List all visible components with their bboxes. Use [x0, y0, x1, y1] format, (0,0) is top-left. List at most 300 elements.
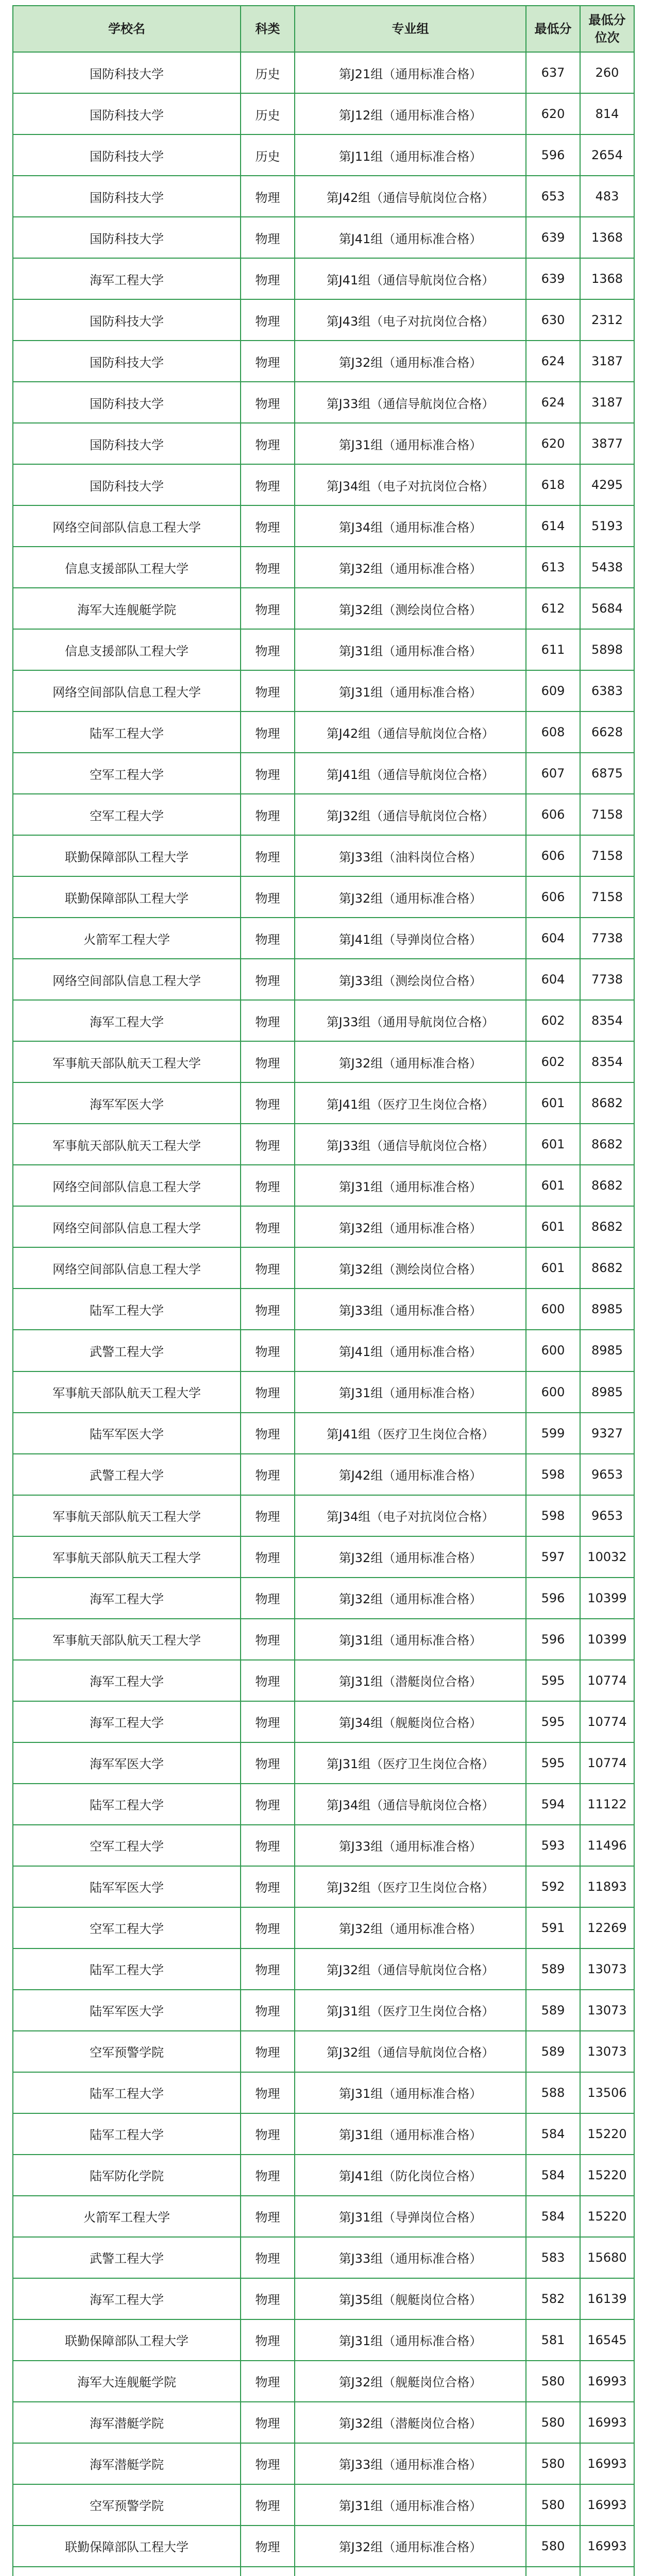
cell-major-group: 第J32组（通用标准合格） — [295, 1536, 526, 1578]
cell-min-rank: 16993 — [580, 2526, 634, 2567]
cell-min-score: 589 — [526, 1990, 580, 2031]
cell-major-group: 第J31组（通用标准合格） — [295, 2113, 526, 2155]
cell-min-score: 604 — [526, 959, 580, 1000]
cell-min-score: 609 — [526, 670, 580, 711]
cell-subject: 物理 — [241, 1866, 295, 1907]
cell-major-group: 第J33组（通信导航岗位合格） — [295, 1124, 526, 1165]
cell-min-score: 601 — [526, 1206, 580, 1247]
cell-min-score: 580 — [526, 2361, 580, 2402]
cell-min-rank: 13073 — [580, 2031, 634, 2072]
cell-subject: 物理 — [241, 2484, 295, 2526]
table-row — [13, 1990, 634, 2031]
cell-major-group: 第J32组（通信导航岗位合格） — [295, 2031, 526, 2072]
table-row — [13, 1660, 634, 1701]
table-row — [13, 134, 634, 176]
cell-min-score: 630 — [526, 299, 580, 341]
cell-major-group: 第J35组（舰艇岗位合格） — [295, 2278, 526, 2319]
cell-subject: 物理 — [241, 1124, 295, 1165]
cell-subject: 物理 — [241, 258, 295, 299]
cell-major-group: 第J32组（测绘岗位合格） — [295, 588, 526, 629]
cell-min-rank: 8985 — [580, 1289, 634, 1330]
cell-subject: 物理 — [241, 753, 295, 794]
cell-min-rank: 7738 — [580, 918, 634, 959]
cell-min-score: 580 — [526, 2484, 580, 2526]
cell-min-score: 581 — [526, 2319, 580, 2361]
table-row — [13, 464, 634, 505]
cell-min-score: 599 — [526, 1413, 580, 1454]
cell-major-group: 第J42组（通信导航岗位合格） — [295, 711, 526, 753]
cell-min-rank: 16993 — [580, 2443, 634, 2484]
cell-school: 海军工程大学 — [13, 2278, 241, 2319]
cell-major-group: 第J31组（通用标准合格） — [295, 629, 526, 670]
cell-min-score: 588 — [526, 2072, 580, 2113]
cell-min-score: 624 — [526, 382, 580, 423]
cell-min-rank: 8354 — [580, 1041, 634, 1082]
cell-min-rank: 6875 — [580, 753, 634, 794]
cell-min-score: 593 — [526, 1825, 580, 1866]
cell-school: 海军军医大学 — [13, 1742, 241, 1784]
cell-min-score: 580 — [526, 2526, 580, 2567]
cell-min-score: 618 — [526, 464, 580, 505]
cell-school: 空军工程大学 — [13, 753, 241, 794]
cell-min-score: 592 — [526, 1866, 580, 1907]
cell-subject: 物理 — [241, 1206, 295, 1247]
table-row — [13, 629, 634, 670]
cell-major-group: 第J31组（导弹岗位合格） — [295, 2196, 526, 2237]
cell-subject: 物理 — [241, 629, 295, 670]
table-row — [13, 299, 634, 341]
cell-min-score: 613 — [526, 547, 580, 588]
table-row — [13, 1619, 634, 1660]
cell-major-group: 第J41组（通信导航岗位合格） — [295, 753, 526, 794]
cell-min-rank: 5193 — [580, 505, 634, 547]
cell-min-rank: 16993 — [580, 2361, 634, 2402]
cell-school: 海军工程大学 — [13, 1578, 241, 1619]
cell-min-rank: 5898 — [580, 629, 634, 670]
table-row — [13, 1289, 634, 1330]
cell-subject: 物理 — [241, 876, 295, 918]
cell-school: 陆军工程大学 — [13, 1289, 241, 1330]
cell-min-rank: 9653 — [580, 1454, 634, 1495]
cell-school: 军事航天部队航天工程大学 — [13, 1124, 241, 1165]
cell-subject: 物理 — [241, 1536, 295, 1578]
cell-subject: 物理 — [241, 2237, 295, 2278]
cell-min-score: 611 — [526, 629, 580, 670]
cell-min-score: 614 — [526, 505, 580, 547]
cell-min-score: 580 — [526, 2443, 580, 2484]
table-row — [13, 2278, 634, 2319]
cell-school: 国防科技大学 — [13, 176, 241, 217]
cell-min-score: 639 — [526, 217, 580, 258]
table-row — [13, 176, 634, 217]
cell-major-group: 第J41组（医疗卫生岗位合格） — [295, 1082, 526, 1124]
cell-major-group: 第J31组（通用标准合格） — [295, 2319, 526, 2361]
cell-school: 军事航天部队航天工程大学 — [13, 1495, 241, 1536]
cell-min-rank: 814 — [580, 93, 634, 134]
cell-subject: 物理 — [241, 2361, 295, 2402]
cell-min-rank: 10032 — [580, 1536, 634, 1578]
cell-subject: 物理 — [241, 299, 295, 341]
cell-min-rank: 2654 — [580, 134, 634, 176]
cell-subject: 物理 — [241, 505, 295, 547]
cell-school: 陆军军医大学 — [13, 1413, 241, 1454]
cell-min-score: 601 — [526, 1247, 580, 1289]
cell-school: 网络空间部队信息工程大学 — [13, 1247, 241, 1289]
cell-subject: 物理 — [241, 2319, 295, 2361]
cell-major-group: 第J32组（潜艇岗位合格） — [295, 2402, 526, 2443]
cell-min-score: 639 — [526, 258, 580, 299]
cell-subject: 物理 — [241, 1495, 295, 1536]
cell-major-group: 第J43组（电子对抗岗位合格） — [295, 299, 526, 341]
cell-school: 联勤保障部队工程大学 — [13, 835, 241, 876]
cell-min-score: 596 — [526, 1578, 580, 1619]
cell-major-group: 第J32组（通用标准合格） — [295, 1041, 526, 1082]
table-row — [13, 1247, 634, 1289]
cell-school: 武警工程大学 — [13, 2237, 241, 2278]
cell-school: 网络空间部队信息工程大学 — [13, 959, 241, 1000]
table-row — [13, 93, 634, 134]
cell-major-group: 第J31组（医疗卫生岗位合格） — [295, 1990, 526, 2031]
cell-min-score: 601 — [526, 1082, 580, 1124]
table-row — [13, 918, 634, 959]
cell-min-score: 608 — [526, 711, 580, 753]
cell-major-group: 第J34组（电子对抗岗位合格） — [295, 1495, 526, 1536]
cell-major-group: 第J31组（通用标准合格） — [295, 2484, 526, 2526]
cell-school: 陆军工程大学 — [13, 2072, 241, 2113]
cell-school: 海军工程大学 — [13, 1000, 241, 1041]
cell-min-score: 604 — [526, 918, 580, 959]
cell-min-rank: 13506 — [580, 2072, 634, 2113]
cell-min-rank: 16993 — [580, 2484, 634, 2526]
cell-min-rank: 13073 — [580, 1948, 634, 1990]
cell-min-score — [526, 2567, 580, 2576]
cell-min-rank: 16139 — [580, 2278, 634, 2319]
cell-subject: 物理 — [241, 1948, 295, 1990]
cell-min-score: 620 — [526, 423, 580, 464]
cell-min-rank: 6383 — [580, 670, 634, 711]
cell-min-rank: 5684 — [580, 588, 634, 629]
table-row — [13, 2361, 634, 2402]
cell-school: 空军工程大学 — [13, 1825, 241, 1866]
cell-subject: 物理 — [241, 464, 295, 505]
cell-min-rank: 8682 — [580, 1124, 634, 1165]
cell-major-group: 第J12组（通用标准合格） — [295, 93, 526, 134]
cell-major-group: 第J41组（通用标准合格） — [295, 217, 526, 258]
admission-score-table — [12, 5, 635, 2576]
table-row — [13, 2237, 634, 2278]
cell-subject: 物理 — [241, 2113, 295, 2155]
table-row — [13, 1413, 634, 1454]
cell-min-score: 637 — [526, 52, 580, 93]
cell-major-group: 第J32组（舰艇岗位合格） — [295, 2361, 526, 2402]
cell-min-rank: 13073 — [580, 1990, 634, 2031]
cell-major-group: 第J31组（通用标准合格） — [295, 423, 526, 464]
cell-major-group: 第J41组（医疗卫生岗位合格） — [295, 1413, 526, 1454]
cell-school: 陆军工程大学 — [13, 711, 241, 753]
cell-subject: 物理 — [241, 1041, 295, 1082]
cell-min-rank: 15680 — [580, 2237, 634, 2278]
cell-major-group: 第J41组（导弹岗位合格） — [295, 918, 526, 959]
cell-major-group: 第J31组（通用标准合格） — [295, 670, 526, 711]
cell-min-rank: 9653 — [580, 1495, 634, 1536]
cell-min-score: 600 — [526, 1371, 580, 1413]
cell-subject: 物理 — [241, 176, 295, 217]
cell-subject: 物理 — [241, 1330, 295, 1371]
cell-min-score: 584 — [526, 2155, 580, 2196]
cell-major-group: 第J31组（医疗卫生岗位合格） — [295, 1742, 526, 1784]
cell-min-score: 595 — [526, 1701, 580, 1742]
cell-min-score: 600 — [526, 1289, 580, 1330]
cell-school: 陆军工程大学 — [13, 1948, 241, 1990]
cell-subject: 物理 — [241, 341, 295, 382]
cell-major-group: 第J32组（通信导航岗位合格） — [295, 1948, 526, 1990]
cell-subject: 物理 — [241, 1289, 295, 1330]
table-header-row — [13, 6, 634, 52]
cell-school: 空军工程大学 — [13, 1907, 241, 1948]
cell-school: 网络空间部队信息工程大学 — [13, 505, 241, 547]
cell-subject: 物理 — [241, 959, 295, 1000]
cell-min-rank: 1368 — [580, 258, 634, 299]
table-row — [13, 1948, 634, 1990]
cell-school: 国防科技大学 — [13, 134, 241, 176]
cell-school: 联勤保障部队工程大学 — [13, 876, 241, 918]
cell-subject: 物理 — [241, 1825, 295, 1866]
cell-min-score: 589 — [526, 1948, 580, 1990]
cell-min-rank: 10399 — [580, 1578, 634, 1619]
cell-subject: 物理 — [241, 1371, 295, 1413]
cell-subject: 物理 — [241, 1165, 295, 1206]
table-row — [13, 2484, 634, 2526]
cell-major-group: 第J34组（通信导航岗位合格） — [295, 1784, 526, 1825]
cell-major-group: 第J32组（通用标准合格） — [295, 1578, 526, 1619]
cell-min-rank: 7738 — [580, 959, 634, 1000]
table-row — [13, 1907, 634, 1948]
cell-min-rank: 260 — [580, 52, 634, 93]
cell-subject: 物理 — [241, 2031, 295, 2072]
cell-min-score: 598 — [526, 1454, 580, 1495]
cell-min-score: 606 — [526, 835, 580, 876]
cell-min-rank: 10399 — [580, 1619, 634, 1660]
cell-school: 国防科技大学 — [13, 52, 241, 93]
table-row — [13, 1701, 634, 1742]
cell-min-rank: 8985 — [580, 1371, 634, 1413]
cell-min-score: 602 — [526, 1041, 580, 1082]
cell-subject: 物理 — [241, 2402, 295, 2443]
cell-school: 军事航天部队航天工程大学 — [13, 1536, 241, 1578]
cell-school: 海军潜艇学院 — [13, 2443, 241, 2484]
cell-subject: 物理 — [241, 2443, 295, 2484]
table-row — [13, 959, 634, 1000]
table-row — [13, 217, 634, 258]
cell-school: 信息支援部队工程大学 — [13, 629, 241, 670]
cell-major-group: 第J34组（舰艇岗位合格） — [295, 1701, 526, 1742]
cell-subject: 物理 — [241, 2278, 295, 2319]
table-row — [13, 1330, 634, 1371]
cell-major-group: 第J31组（通用标准合格） — [295, 2072, 526, 2113]
cell-subject: 物理 — [241, 2072, 295, 2113]
cell-min-rank: 8682 — [580, 1206, 634, 1247]
cell-min-rank: 10774 — [580, 1660, 634, 1701]
cell-min-score: 584 — [526, 2196, 580, 2237]
cell-min-score: 594 — [526, 1784, 580, 1825]
cell-min-rank: 10774 — [580, 1701, 634, 1742]
cell-major-group: 第J32组（测绘岗位合格） — [295, 1247, 526, 1289]
cell-min-rank: 7158 — [580, 835, 634, 876]
cell-subject: 历史 — [241, 93, 295, 134]
cell-subject: 历史 — [241, 134, 295, 176]
cell-major-group: 第J32组（通用标准合格） — [295, 2526, 526, 2567]
cell-school: 火箭军工程大学 — [13, 918, 241, 959]
cell-min-rank: 15220 — [580, 2155, 634, 2196]
cell-min-score: 620 — [526, 93, 580, 134]
cell-min-score: 589 — [526, 2031, 580, 2072]
table-row — [13, 1124, 634, 1165]
cell-major-group — [295, 2567, 526, 2576]
cell-school: 海军大连舰艇学院 — [13, 2361, 241, 2402]
cell-major-group: 第J42组（通信导航岗位合格） — [295, 176, 526, 217]
cell-school: 海军潜艇学院 — [13, 2402, 241, 2443]
cell-school: 国防科技大学 — [13, 341, 241, 382]
table-row — [13, 547, 634, 588]
table-row — [13, 2031, 634, 2072]
cell-major-group: 第J33组（油料岗位合格） — [295, 835, 526, 876]
cell-major-group: 第J32组（通信导航岗位合格） — [295, 794, 526, 835]
cell-min-score: 580 — [526, 2402, 580, 2443]
cell-min-score: 583 — [526, 2237, 580, 2278]
cell-min-rank: 3187 — [580, 341, 634, 382]
cell-subject: 物理 — [241, 711, 295, 753]
table-row — [13, 52, 634, 93]
cell-min-rank: 16545 — [580, 2319, 634, 2361]
cell-school: 海军工程大学 — [13, 1701, 241, 1742]
table-row — [13, 1041, 634, 1082]
cell-min-rank — [580, 2567, 634, 2576]
table-row — [13, 835, 634, 876]
cell-min-rank: 6628 — [580, 711, 634, 753]
cell-subject: 历史 — [241, 52, 295, 93]
cell-school — [13, 2567, 241, 2576]
table-row — [13, 1165, 634, 1206]
cell-subject: 物理 — [241, 2155, 295, 2196]
cell-min-score: 607 — [526, 753, 580, 794]
cell-min-rank: 7158 — [580, 794, 634, 835]
cell-major-group: 第J33组（通用标准合格） — [295, 1825, 526, 1866]
table-row — [13, 1082, 634, 1124]
cell-school: 国防科技大学 — [13, 382, 241, 423]
cell-min-rank: 12269 — [580, 1907, 634, 1948]
cell-min-rank: 8682 — [580, 1082, 634, 1124]
cell-major-group: 第J31组（潜艇岗位合格） — [295, 1660, 526, 1701]
cell-major-group: 第J31组（通用标准合格） — [295, 1619, 526, 1660]
cell-min-rank: 10774 — [580, 1742, 634, 1784]
cell-major-group: 第J31组（通用标准合格） — [295, 1371, 526, 1413]
table-row — [13, 711, 634, 753]
cell-min-rank: 2312 — [580, 299, 634, 341]
table-row — [13, 1536, 634, 1578]
table-row — [13, 1454, 634, 1495]
cell-subject: 物理 — [241, 918, 295, 959]
cell-min-score: 596 — [526, 134, 580, 176]
table-row — [13, 1495, 634, 1536]
cell-subject: 物理 — [241, 794, 295, 835]
cell-major-group: 第J31组（通用标准合格） — [295, 1165, 526, 1206]
table-row — [13, 2155, 634, 2196]
cell-school: 军事航天部队航天工程大学 — [13, 1041, 241, 1082]
cell-subject: 物理 — [241, 1082, 295, 1124]
cell-min-rank: 7158 — [580, 876, 634, 918]
cell-min-score: 595 — [526, 1660, 580, 1701]
cell-major-group: 第J32组（医疗卫生岗位合格） — [295, 1866, 526, 1907]
table-row — [13, 2443, 634, 2484]
cell-min-score: 600 — [526, 1330, 580, 1371]
cell-subject: 物理 — [241, 1413, 295, 1454]
cell-min-score: 606 — [526, 794, 580, 835]
table-row — [13, 1784, 634, 1825]
table-row — [13, 2402, 634, 2443]
cell-major-group: 第J33组（通用标准合格） — [295, 2443, 526, 2484]
table-row — [13, 876, 634, 918]
cell-subject: 物理 — [241, 1907, 295, 1948]
table-row — [13, 670, 634, 711]
cell-min-score: 601 — [526, 1165, 580, 1206]
cell-min-rank: 11496 — [580, 1825, 634, 1866]
table-row — [13, 2196, 634, 2237]
table-row — [13, 2072, 634, 2113]
header-school: 学校名 — [13, 6, 241, 52]
cell-school: 海军大连舰艇学院 — [13, 588, 241, 629]
cell-min-rank: 15220 — [580, 2113, 634, 2155]
cell-min-rank: 483 — [580, 176, 634, 217]
table-body — [13, 52, 634, 2576]
cell-min-score: 602 — [526, 1000, 580, 1041]
cell-major-group: 第J11组（通用标准合格） — [295, 134, 526, 176]
cell-school: 海军工程大学 — [13, 1660, 241, 1701]
cell-school: 陆军军医大学 — [13, 1990, 241, 2031]
cell-min-score: 596 — [526, 1619, 580, 1660]
cell-school: 武警工程大学 — [13, 1454, 241, 1495]
header-min-rank: 最低分位次 — [580, 6, 634, 52]
cell-subject — [241, 2567, 295, 2576]
cell-min-rank: 1368 — [580, 217, 634, 258]
cell-school: 海军工程大学 — [13, 258, 241, 299]
cell-min-score: 582 — [526, 2278, 580, 2319]
table-row — [13, 2567, 634, 2576]
cell-major-group: 第J41组（通信导航岗位合格） — [295, 258, 526, 299]
cell-school: 网络空间部队信息工程大学 — [13, 670, 241, 711]
cell-major-group: 第J32组（通用标准合格） — [295, 1206, 526, 1247]
cell-subject: 物理 — [241, 382, 295, 423]
cell-school: 国防科技大学 — [13, 217, 241, 258]
table-row — [13, 753, 634, 794]
table-row — [13, 588, 634, 629]
cell-subject: 物理 — [241, 1454, 295, 1495]
cell-major-group: 第J33组（测绘岗位合格） — [295, 959, 526, 1000]
cell-school: 军事航天部队航天工程大学 — [13, 1371, 241, 1413]
cell-min-rank: 11122 — [580, 1784, 634, 1825]
cell-major-group: 第J33组（通信导航岗位合格） — [295, 382, 526, 423]
cell-school: 空军预警学院 — [13, 2031, 241, 2072]
cell-school: 国防科技大学 — [13, 464, 241, 505]
cell-subject: 物理 — [241, 1701, 295, 1742]
cell-school: 网络空间部队信息工程大学 — [13, 1165, 241, 1206]
cell-major-group: 第J21组（通用标准合格） — [295, 52, 526, 93]
cell-subject: 物理 — [241, 835, 295, 876]
header-subject: 科类 — [241, 6, 295, 52]
cell-school: 陆军工程大学 — [13, 2113, 241, 2155]
cell-min-score: 598 — [526, 1495, 580, 1536]
cell-school: 国防科技大学 — [13, 299, 241, 341]
table-row — [13, 258, 634, 299]
